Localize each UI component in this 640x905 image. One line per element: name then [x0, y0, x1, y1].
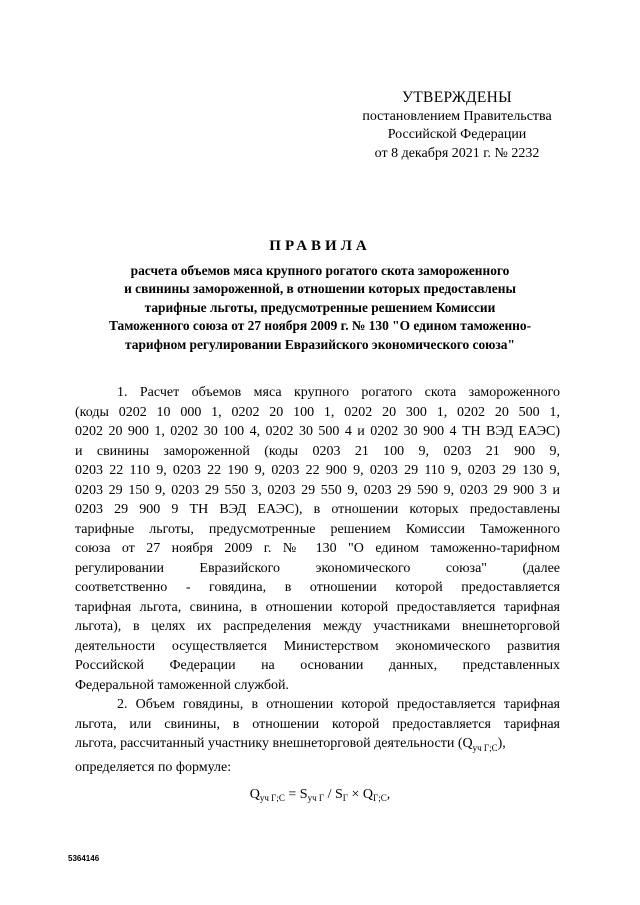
body-line-text: тарифные льготы, предусмотренные решением Комиссии Таможенного: [75, 521, 560, 537]
body-line-text: соответственно - говядина, в отношении которой предоставляется: [75, 580, 560, 595]
body-line: [75, 559, 560, 579]
body-line-text: 0203 22 110 9, 0203 22 190 9, 0203 22 900 9, 0203 29 110 9, 0203 29 130 9,: [75, 463, 560, 478]
body-line: [75, 520, 560, 540]
body-line: [75, 461, 560, 481]
body-line: [75, 500, 560, 520]
formula-s1: S: [299, 787, 308, 802]
approval-line: Российской Федерации: [387, 127, 527, 142]
body-line: [75, 578, 560, 598]
body-line-text: Федеральной таможенной службой.: [75, 677, 289, 693]
formula-mul: ×: [347, 787, 363, 802]
body-line-text: льгота), в целях их распределения между участниками внешнеторговой: [75, 619, 560, 634]
formula-q2-sub: Г;С: [373, 793, 387, 803]
body-line: [75, 539, 560, 559]
formula-div: /: [324, 787, 335, 802]
body-line-text: регулировании Евразийского экономического союза" (далее: [75, 560, 560, 576]
body-line-text: и свинины замороженной (коды 0203 21 100 9, 0203 21 900 9,: [75, 443, 560, 459]
body-line-text: 2. Объем говядины, в отношении которой предоставляется тарифная: [117, 697, 560, 712]
formula-s2-sub: Г: [342, 793, 348, 803]
approval-heading: УТВЕРЖДЕНЫ: [402, 89, 512, 106]
formula-end: ,: [386, 787, 391, 802]
body-line-tail: ),: [497, 736, 506, 751]
body-line-text: 1. Расчет объемов мяса крупного рогатого скота замороженного: [117, 385, 560, 400]
body-line-text: (коды 0202 10 000 1, 0202 20 100 1, 0202 20 300 1, 0202 20 500 1,: [75, 404, 560, 420]
body-line: [75, 481, 560, 501]
subtitle-line: Таможенного союза от 27 ноября 2009 г. № 130 "О едином таможенно-: [108, 318, 532, 334]
approval-line: постановлением Правительства: [362, 108, 552, 124]
body-line: [75, 695, 560, 715]
subtitle-line: тарифном регулировании Евразийского экономического союза": [125, 336, 515, 352]
approval-line: от 8 декабря 2021 г. № 2232: [374, 145, 540, 161]
body-line-text: 0202 20 900 1, 0202 30 100 4, 0202 30 500 4 и 0202 30 900 4 ТН ВЭД ЕАЭС): [75, 424, 560, 439]
formula-eq: =: [284, 787, 300, 802]
body-line-text: 0203 29 150 9, 0203 29 550 3, 0203 29 550 9, 0203 29 590 9, 0203 29 900 3 и: [75, 482, 560, 498]
body-line: [75, 676, 560, 696]
body-line-text: союза от 27 ноября 2009 г. № 130 "О едином таможенно-тарифном: [75, 541, 560, 556]
formula-q2: Q: [362, 787, 373, 802]
formula: [60, 787, 580, 803]
document-body: [75, 383, 560, 778]
body-line-text: определяется по формуле:: [75, 760, 232, 776]
formula-q-sub: уч Г;С: [259, 793, 285, 803]
body-line-text: деятельности осуществляется Министерством экономического развития: [75, 638, 560, 654]
body-line: [75, 734, 560, 758]
formula-s2: S: [334, 787, 343, 802]
subtitle-line: тарифные льготы, предусмотренные решением Комиссии: [144, 299, 496, 315]
body-line-text: Российской Федерации на основании данных, представленных: [75, 658, 560, 673]
formula-q: Q: [249, 787, 260, 802]
approval-block: [342, 89, 572, 163]
document-code: 5364146: [68, 854, 100, 863]
body-line: [75, 383, 560, 403]
formula-s1-sub: уч Г: [307, 793, 325, 803]
body-line: [75, 656, 560, 676]
body-line: [75, 442, 560, 462]
body-line: [75, 422, 560, 442]
subtitle-line: и свинины замороженной, в отношении которых предоставлены: [124, 281, 516, 297]
body-line: [75, 617, 560, 637]
body-line: [75, 758, 560, 778]
body-line-text: тарифная льгота, свинина, в отношении которой предоставляется тарифная: [75, 599, 560, 615]
body-line: [75, 598, 560, 618]
document-subtitle: [60, 262, 580, 354]
body-line: [75, 637, 560, 657]
body-line-text: льгота, рассчитанный участнику внешнеторговой деятельности (Q: [75, 736, 473, 751]
body-line-text: 0203 29 900 9 ТН ВЭД ЕАЭС), в отношении которых предоставлены: [75, 502, 560, 517]
body-line: [75, 715, 560, 735]
body-line-text: льгота, или свинины, в отношении которой предоставляется тарифная: [75, 716, 560, 732]
body-line: [75, 403, 560, 423]
subtitle-line: расчета объемов мяса крупного рогатого скота замороженного: [130, 263, 510, 278]
body-line-subscript: уч Г;С: [472, 742, 498, 753]
document-title: ПРАВИЛА: [269, 238, 371, 254]
